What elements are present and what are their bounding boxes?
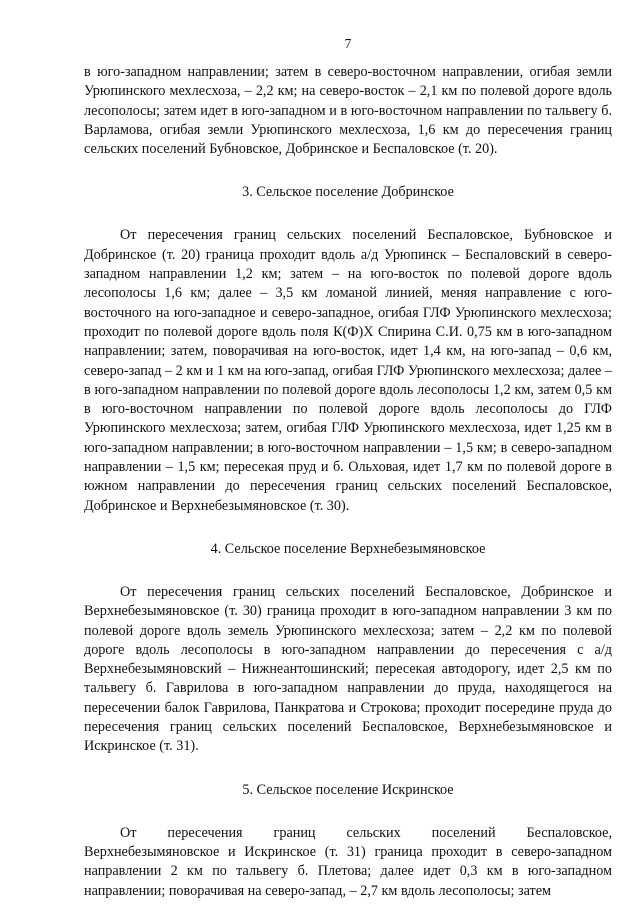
section-heading-dobrinskoe: 3. Сельское поселение Добринское — [242, 184, 454, 201]
document-content — [84, 63, 612, 901]
intro-paragraph: в юго-западном направлении; затем в северо-восточном направлении, огибая земли Урюпинского мехлесхоза, – 2,2 км; на северо-восток – 2,1 км по полевой дороге вдоль лесополосы; затем идет в юго-западном и в юго-восточном направлении по тальвегу б. Варламова, огибая земли Урюпинского мехлесхоза, 1,6 км до пересечения границ сельских поселений Бубновское, Добринское и Беспаловское (т. 20). — [84, 64, 612, 158]
section-heading-iskrinskoe: 5. Сельское поселение Искринское — [242, 781, 454, 798]
section-body-verkhnebezymyanovskoe: От пересечения границ сельских поселений Беспаловское, Добринское и Верхнебезымяновское (т. 30) граница проходит в юго-западном направлении 3 км по полевой дороге вдоль земель Урюпинского мехлесхоза; затем – 2,2 км по полевой дороге вдоль лесополосы в юго-западном направлении до пересечения с а/д Верхнебезымяновский – Нижнеантошинский; пересекая автодорогу, идет 2,5 км по тальвегу б. Гаврилова в юго-западном направлении до пруда, находящегося на пересечении балок Гаврилова, Панкратова и Строкова; проходит посередине пруда до пересечения границ сельских поселений Беспаловское, Верхнебезымяновское и Искринское (т. 31). — [84, 583, 612, 755]
section-body-dobrinskoe: От пересечения границ сельских поселений Беспаловское, Бубновское и Добринское (т. 20) граница проходит вдоль а/д Урюпинск – Беспаловский в северо-западном направлении 1,2 км; затем – на юго-восток по полевой дороге вдоль лесополосы 1,6 км; далее – 3,5 км ломаной линией, меняя направление с юго-восточного на юго-западное и северо-западное, огибая ГЛФ Урюпинского мехлесхоза; проходит по полевой дороге вдоль поля К(Ф)Х Спирина С.И. 0,75 км в юго-западном направлении; затем, поворачивая на юго-восток, идет 1,4 км, на юго-запад – 0,6 км, северо-запад – 2 км и 1 км на юго-запад, огибая ГЛФ Урюпинского мехлесхоза; далее – в юго-западном направлении по полевой дороге вдоль лесополосы 1,2 км, затем 0,5 км в юго-восточном направлении по полевой дороге вдоль лесополосы до ГЛФ Урюпинского мехлесхоза; затем, огибая ГЛФ Урюпинского мехлесхоза, идет 1,25 км в юго-западном направлении; в юго-восточном направлении – 1,5 км; в северо-западном направлении – 1,5 км; пересекая пруд и б. Ольховая, идет 1,7 км по полевой дороге в южном направлении до пересечения границ сельских поселений Беспаловское, Добринское и Верхнебезымяновское (т. 30). — [84, 227, 612, 514]
section-body-iskrinskoe: От пересечения границ сельских поселений Беспаловское, Верхнебезымяновское и Искринское (т. 31) граница проходит в северо-западном направлении 2 км по тальвегу б. Плетова; далее идет 0,3 км в юго-западном направлении; поворачивая на северо-запад, – 2,7 км вдоль лесополосы; затем — [84, 824, 612, 899]
page-number: 7 — [344, 36, 352, 51]
section-heading-verkhnebezymyanovskoe: 4. Сельское поселение Верхнебезымяновское — [210, 540, 486, 557]
